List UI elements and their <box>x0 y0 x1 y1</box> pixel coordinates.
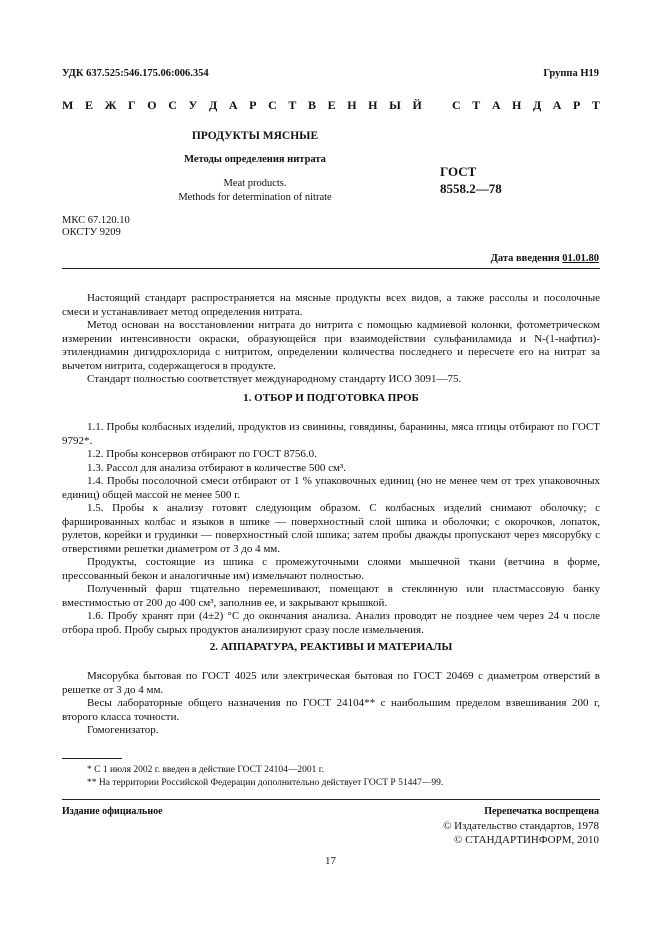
heading-letter: Г <box>128 98 136 112</box>
heading-letter: Д <box>532 98 542 112</box>
heading-letter: Р <box>249 98 257 112</box>
section-1-paragraph: 1.6. Пробу хранят при (4±2) °С до окончания анализа. Анализ проводят не позднее чем через 24 ч после отбора проб. Пробу сырых продуктов анализируют сразу после измельчения. <box>62 610 600 636</box>
english-title-line2: Methods for determination of nitrate <box>178 192 332 203</box>
okstu-code: ОКСТУ 9209 <box>62 227 121 238</box>
heading-letter: Т <box>472 98 481 112</box>
heading-letter: Е <box>327 98 336 112</box>
document-title: ПРОДУКТЫ МЯСНЫЕ <box>191 130 319 142</box>
heading-letter: В <box>307 98 316 112</box>
heading-letter: Е <box>84 98 93 112</box>
footnote-divider <box>62 758 122 759</box>
heading-letter: С <box>452 98 461 112</box>
heading-letter: У <box>188 98 198 112</box>
english-title-line1: Meat products. <box>223 178 287 189</box>
section-1-paragraph: Полученный фарш тщательно перемешивают, помещают в стеклянную или пластмассовую банку вместимостью от 200 до 400 см³, заполнив ее, и закрывают крышкой. <box>62 583 600 609</box>
heading-letter: О <box>147 98 157 112</box>
header-divider <box>62 268 600 269</box>
section-2-paragraph: Мясорубка бытовая по ГОСТ 4025 или электрическая бытовая по ГОСТ 20469 с диаметром отверстий в решетке от 3 до 4 мм. <box>62 670 600 696</box>
document-subtitle: Методы определения нитрата <box>184 154 326 165</box>
heading-letter: С <box>168 98 177 112</box>
mks-code: МКС 67.120.10 <box>62 215 130 226</box>
heading-letter: Т <box>591 98 600 112</box>
heading-letter: Й <box>412 98 422 112</box>
intro-text <box>62 292 600 387</box>
section-1-paragraph: 1.5. Пробы к анализу готовят следующим образом. С колбасных изделий снимают оболочку; с фаршированных колбас и языков в шпике — поверхностный слой шпика и оболочки; с окорочков, лопаток, рулетов, корейки и грудинки — поверхностный слой шпика; затем пробы дважды пропускают через мясорубку с отверстиями решетки диаметром от 3 до 4 мм. <box>62 502 600 555</box>
section-1-title: 1. ОТБОР И ПОДГОТОВКА ПРОБ <box>243 392 419 404</box>
heading-letter: А <box>552 98 562 112</box>
copyright-standartinform: © СТАНДАРТИНФОРМ, 2010 <box>454 834 599 846</box>
section-2-paragraph: Гомогенизатор. <box>87 724 159 736</box>
introduction-date <box>491 253 599 264</box>
heading-letter: Д <box>208 98 218 112</box>
heading-letter: Р <box>573 98 581 112</box>
heading-letter: А <box>228 98 238 112</box>
standard-word-standard <box>452 98 600 113</box>
footnotes <box>62 764 600 790</box>
heading-letter: Ж <box>104 98 117 112</box>
gost-label: ГОСТ <box>440 164 477 179</box>
standard-word-interstate <box>62 98 422 113</box>
udk-code: УДК 637.525:546.175.06:006.354 <box>62 68 209 79</box>
section-1-paragraph: 1.3. Рассол для анализа отбирают в количестве 500 см³. <box>87 461 347 474</box>
heading-letter: Н <box>512 98 522 112</box>
heading-letter: Н <box>368 98 378 112</box>
introduction-date-label: Дата введения <box>490 253 560 264</box>
heading-letter: Т <box>288 98 297 112</box>
heading-letter: М <box>62 98 74 112</box>
footnote: ** На территории Российской Федерации дополнительно действует ГОСТ Р 51447—99. <box>87 778 444 788</box>
official-edition-label: Издание официальное <box>62 806 163 817</box>
section-1-paragraph: 1.1. Пробы колбасных изделий, продуктов из свинины, говядины, баранины, мяса птицы отбирают по ГОСТ 9792*. <box>62 421 600 447</box>
intro-paragraph: Стандарт полностью соответствует международному стандарту ИСО 3091—75. <box>87 373 462 385</box>
section-1-text <box>62 421 600 637</box>
classification-codes <box>62 215 130 239</box>
standard-type-heading <box>62 98 600 113</box>
intro-paragraph: Метод основан на восстановлении нитрата до нитрита с помощью кадмиевой колонки, фотометрическом измерении интенсивности окраски, образующейся при взаимодействии сульфаниламида и N-(1-нафтил)-этилендиамин дигидрохлорида с нитритом, определении количества последнего и пересчете его на нитрат за вычетом нитрита, содержащегося в продукте. <box>62 319 600 372</box>
heading-letter: Н <box>347 98 357 112</box>
reprint-prohibited-label: Перепечатка воспрещена <box>484 806 599 817</box>
english-title <box>130 177 380 205</box>
heading-letter: А <box>491 98 501 112</box>
introduction-date-value: 01.01.80 <box>562 253 599 264</box>
title-block <box>130 130 380 205</box>
heading-letter: Ы <box>389 98 401 112</box>
section-1-paragraph: 1.4. Пробы посолочной смеси отбирают от 1 % упаковочных единиц (но не менее чем от трех упаковочных единиц) общей массой не менее 500 г. <box>62 475 600 501</box>
footer-divider <box>62 799 600 800</box>
gost-number <box>440 163 502 197</box>
group-code: Группа Н19 <box>543 68 599 79</box>
page-number: 17 <box>325 855 336 867</box>
section-2-text <box>62 670 600 738</box>
heading-letter: С <box>268 98 277 112</box>
section-1-paragraph: 1.2. Пробы консервов отбирают по ГОСТ 8756.0. <box>87 448 317 460</box>
section-2-paragraph: Весы лабораторные общего назначения по ГОСТ 24104** с наибольшим пределом взвешивания 200 г, второго класса точности. <box>62 697 600 723</box>
section-1-paragraph: Продукты, состоящие из шпика с промежуточными слоями мышечной ткани (ветчина в форме, прессованный бекон и аналогичные им) измельчают полностью. <box>62 556 600 582</box>
intro-paragraph: Настоящий стандарт распространяется на мясные продукты всех видов, а также рассолы и посолочные смеси и устанавливает метод определения нитрата. <box>62 292 600 318</box>
section-2-title: 2. АППАРАТУРА, РЕАКТИВЫ И МАТЕРИАЛЫ <box>209 641 453 653</box>
gost-code: 8558.2—78 <box>440 181 502 196</box>
footnote: * С 1 июля 2002 г. введен в действие ГОСТ 24104—2001 г. <box>87 765 324 775</box>
copyright-publisher: © Издательство стандартов, 1978 <box>443 820 599 832</box>
